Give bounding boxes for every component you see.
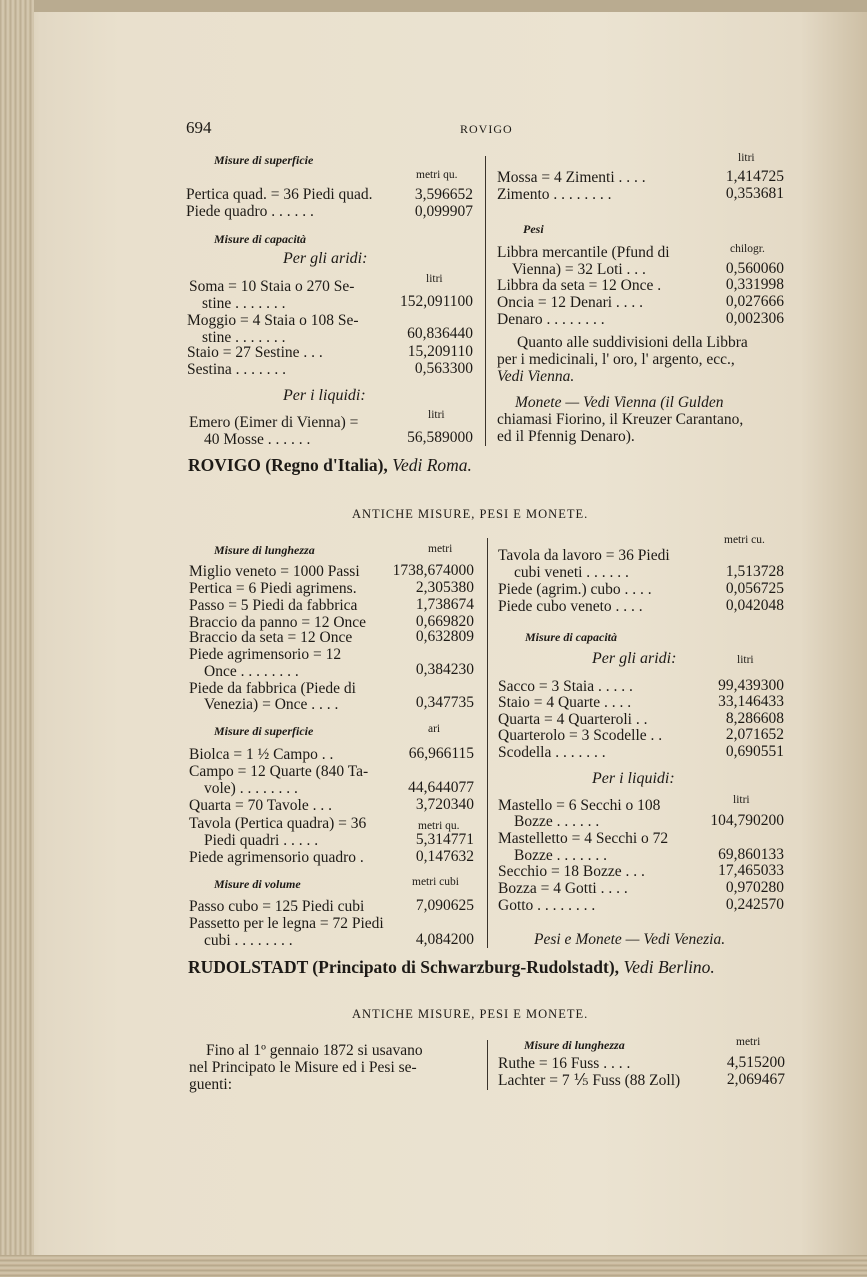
unit-label: litri — [428, 409, 445, 421]
entry-value: 1,738674 — [415, 596, 474, 613]
page-stack-edge — [0, 0, 34, 1277]
entry-label: Pertica = 6 Piedi agrimens. — [189, 580, 357, 597]
entry-value: 104,790200 — [710, 812, 784, 829]
entry-label: Gotto . . . . . . . . — [498, 897, 596, 914]
entry-value: 2,305380 — [415, 579, 474, 596]
page-number: 694 — [186, 118, 212, 137]
unit-label: metri — [428, 543, 453, 555]
entry-label: 40 Mosse . . . . . . — [204, 431, 311, 448]
entry-label: Piede da fabbrica (Piede di — [189, 680, 356, 697]
entry-label: Pertica quad. = 36 Piedi quad. — [186, 186, 373, 203]
body-text: Fino al 1º gennaio 1872 si usavano — [206, 1042, 423, 1059]
entry-label: Staio = 27 Sestine . . . — [187, 344, 323, 361]
entry-label: Soma = 10 Staia o 270 Se- — [189, 278, 355, 295]
entry-value: 0,669820 — [415, 613, 474, 630]
body-text: nel Principato le Misure ed i Pesi se- — [189, 1059, 417, 1076]
entry-value: 0,970280 — [725, 879, 784, 896]
entry-value: 0,347735 — [415, 694, 474, 711]
entry-headword-bold: RUDOLSTADT (Principato di Schwarzburg-Rudolstadt), — [188, 957, 620, 977]
entry-label: Venezia) = Once . . . . — [204, 696, 339, 713]
entry-label: Secchio = 18 Bozze . . . — [498, 863, 645, 880]
entry-label: Mastello = 6 Secchi o 108 — [498, 797, 661, 814]
entry-value: 0,099907 — [414, 203, 473, 220]
entry-value: 3,596652 — [414, 186, 473, 203]
entry-headword — [188, 455, 472, 476]
capacita-heading: Misure di capacità — [525, 630, 617, 644]
entry-label: Emero (Eimer di Vienna) = — [189, 414, 359, 431]
note-text: Quanto alle suddivisioni della Libbra — [517, 334, 748, 351]
unit-label: metri — [736, 1036, 761, 1048]
entry-label: Braccio da seta = 12 Once — [189, 629, 353, 646]
entry-label: Oncia = 12 Denari . . . . — [497, 294, 644, 311]
unit-label: litri — [737, 654, 754, 666]
liquidi-subheading: Per i liquidi: — [592, 770, 675, 787]
entry-label: Mastelletto = 4 Secchi o 72 — [498, 830, 669, 847]
entry-label: Quarta = 70 Tavole . . . — [189, 797, 332, 814]
unit-label: ari — [428, 723, 441, 735]
entry-label: Mossa = 4 Zimenti . . . . — [497, 169, 646, 186]
unit-label: chilogr. — [730, 243, 765, 255]
entry-label: Biolca = 1 ½ Campo . . — [189, 746, 334, 763]
entry-label: Braccio da panno = 12 Once — [189, 614, 367, 631]
entry-label: Tavola da lavoro = 36 Piedi — [498, 547, 670, 564]
entry-value: 152,091100 — [399, 293, 473, 310]
lunghezza-heading: Misure di lunghezza — [524, 1038, 625, 1052]
entry-headword — [188, 957, 715, 978]
section-title: ANTICHE MISURE, PESI E MONETE. — [352, 507, 589, 521]
running-head: ROVIGO — [460, 122, 513, 136]
entry-value: 5,314771 — [415, 831, 474, 848]
entry-value: 1738,674000 — [392, 562, 474, 579]
entry-label: Vienna) = 32 Loti . . . — [512, 261, 646, 278]
entry-value: 0,331998 — [725, 276, 784, 293]
entry-value: 69,860133 — [718, 846, 784, 863]
entry-label: Quarterolo = 3 Scodelle . . — [498, 727, 663, 744]
entry-headword-reference: Vedi Roma. — [392, 455, 472, 475]
entry-label: Piede cubo veneto . . . . — [498, 598, 643, 615]
page-bottom-edge — [0, 1255, 867, 1277]
entry-label: vole) . . . . . . . . — [204, 780, 298, 797]
entry-value: 56,589000 — [407, 429, 473, 446]
entry-label: Piede (agrim.) cubo . . . . — [498, 581, 652, 598]
entry-value: 0,384230 — [415, 661, 474, 678]
entry-headword-reference: Vedi Berlino. — [623, 957, 715, 977]
entry-label: Piede agrimensorio quadro . — [189, 849, 364, 866]
entry-value: 0,042048 — [725, 597, 784, 614]
entry-value: 0,147632 — [415, 848, 474, 865]
entry-value: 33,146433 — [718, 693, 784, 710]
entry-value: 15,209110 — [407, 343, 473, 360]
entry-label: Libbra da seta = 12 Once . — [497, 277, 662, 294]
entry-label: Passetto per le legna = 72 Piedi — [189, 915, 384, 932]
entry-value: 0,027666 — [725, 293, 784, 310]
column-rule — [487, 1040, 488, 1090]
entry-label: Tavola (Pertica quadra) = 36 — [189, 815, 367, 832]
aridi-subheading: Per gli aridi: — [592, 650, 677, 667]
entry-label: Quarta = 4 Quarteroli . . — [498, 711, 648, 728]
note-text: chiamasi Fiorino, il Kreuzer Carantano, — [497, 411, 744, 428]
entry-label: Libbra mercantile (Pfund di — [497, 244, 670, 261]
superficie-heading: Misure di superficie — [214, 724, 314, 738]
entry-label: Passo = 5 Piedi da fabbrica — [189, 597, 358, 614]
entry-label: Scodella . . . . . . . — [498, 744, 606, 761]
entry-label: Campo = 12 Quarte (840 Ta- — [189, 763, 369, 780]
entry-value: 2,069467 — [726, 1071, 785, 1088]
entry-label: stine . . . . . . . — [202, 329, 286, 346]
entry-label: Staio = 4 Quarte . . . . — [498, 694, 632, 711]
entry-value: 0,560060 — [725, 260, 784, 277]
note-text: per i medicinali, l' oro, l' argento, ecc., — [497, 351, 735, 368]
entry-value: 4,515200 — [726, 1054, 785, 1071]
section-title: ANTICHE MISURE, PESI E MONETE. — [352, 1007, 589, 1021]
note-text: Vedi Vienna. — [497, 368, 575, 385]
entry-label: Once . . . . . . . . — [204, 663, 299, 680]
unit-label: litri — [733, 794, 750, 806]
entry-label: Moggio = 4 Staia o 108 Se- — [187, 312, 359, 329]
unit-label: metri cu. — [724, 534, 765, 546]
unit-label: litri — [738, 152, 755, 164]
entry-label: Denaro . . . . . . . . — [497, 311, 605, 328]
entry-headword-bold: ROVIGO (Regno d'Italia), — [188, 455, 388, 475]
column-rule — [485, 156, 486, 446]
liquidi-subheading: Per i liquidi: — [283, 387, 366, 404]
entry-label: Passo cubo = 125 Piedi cubi — [189, 898, 365, 915]
aridi-subheading: Per gli aridi: — [283, 250, 368, 267]
entry-label: Bozze . . . . . . — [514, 813, 600, 830]
unit-label: litri — [426, 273, 443, 285]
entry-value: 1,513728 — [725, 563, 784, 580]
entry-label: Bozza = 4 Gotti . . . . — [498, 880, 628, 897]
entry-label: stine . . . . . . . — [202, 295, 286, 312]
entry-value: 0,002306 — [725, 310, 784, 327]
entry-value: 0,242570 — [725, 896, 784, 913]
entry-label: Bozze . . . . . . . — [514, 847, 607, 864]
entry-value: 99,439300 — [718, 677, 784, 694]
lunghezza-heading: Misure di lunghezza — [214, 543, 315, 557]
entry-label: Zimento . . . . . . . . — [497, 186, 612, 203]
entry-value: 0,353681 — [725, 185, 784, 202]
entry-value: 4,084200 — [415, 931, 474, 948]
entry-value: 0,563300 — [414, 360, 473, 377]
note-text: ed il Pfennig Denaro). — [497, 428, 635, 445]
entry-label: Lachter = 7 ⅕ Fuss (88 Zoll) — [498, 1072, 681, 1089]
entry-label: Sacco = 3 Staia . . . . . — [498, 678, 633, 695]
entry-value: 2,071652 — [725, 726, 784, 743]
entry-label: Miglio veneto = 1000 Passi — [189, 563, 360, 580]
entry-value: 7,090625 — [415, 897, 474, 914]
entry-value: 60,836440 — [407, 325, 473, 342]
entry-label: cubi veneti . . . . . . — [514, 564, 629, 581]
entry-label: Piede quadro . . . . . . — [186, 203, 314, 220]
cross-reference: Pesi e Monete — Vedi Venezia. — [534, 931, 726, 948]
volume-heading: Misure di volume — [214, 877, 301, 891]
entry-label: Sestina . . . . . . . — [187, 361, 287, 378]
entry-value: 8,286608 — [725, 710, 784, 727]
entry-value: 0,632809 — [415, 628, 474, 645]
capacita-heading: Misure di capacità — [214, 232, 306, 246]
entry-label: cubi . . . . . . . . — [204, 932, 293, 949]
entry-value: 0,056725 — [725, 580, 784, 597]
note-text: Monete — Vedi Vienna (il Gulden — [515, 394, 724, 411]
unit-label: metri qu. — [418, 820, 460, 832]
entry-label: Piede agrimensorio = 12 — [189, 646, 342, 663]
entry-label: Piedi quadri . . . . . — [204, 832, 319, 849]
entry-label: Ruthe = 16 Fuss . . . . — [498, 1055, 631, 1072]
body-text: guenti: — [189, 1076, 233, 1093]
pesi-heading: Pesi — [523, 222, 544, 236]
entry-value: 0,690551 — [725, 743, 784, 760]
unit-label: metri qu. — [416, 169, 458, 181]
superficie-heading: Misure di superficie — [214, 153, 314, 167]
page-top-edge — [0, 0, 867, 12]
entry-value: 66,966115 — [408, 745, 474, 762]
entry-value: 44,644077 — [408, 779, 474, 796]
entry-value: 17,465033 — [718, 862, 784, 879]
entry-value: 3,720340 — [415, 796, 474, 813]
column-rule — [487, 538, 488, 948]
entry-value: 1,414725 — [725, 168, 784, 185]
unit-label: metri cubi — [412, 876, 459, 888]
